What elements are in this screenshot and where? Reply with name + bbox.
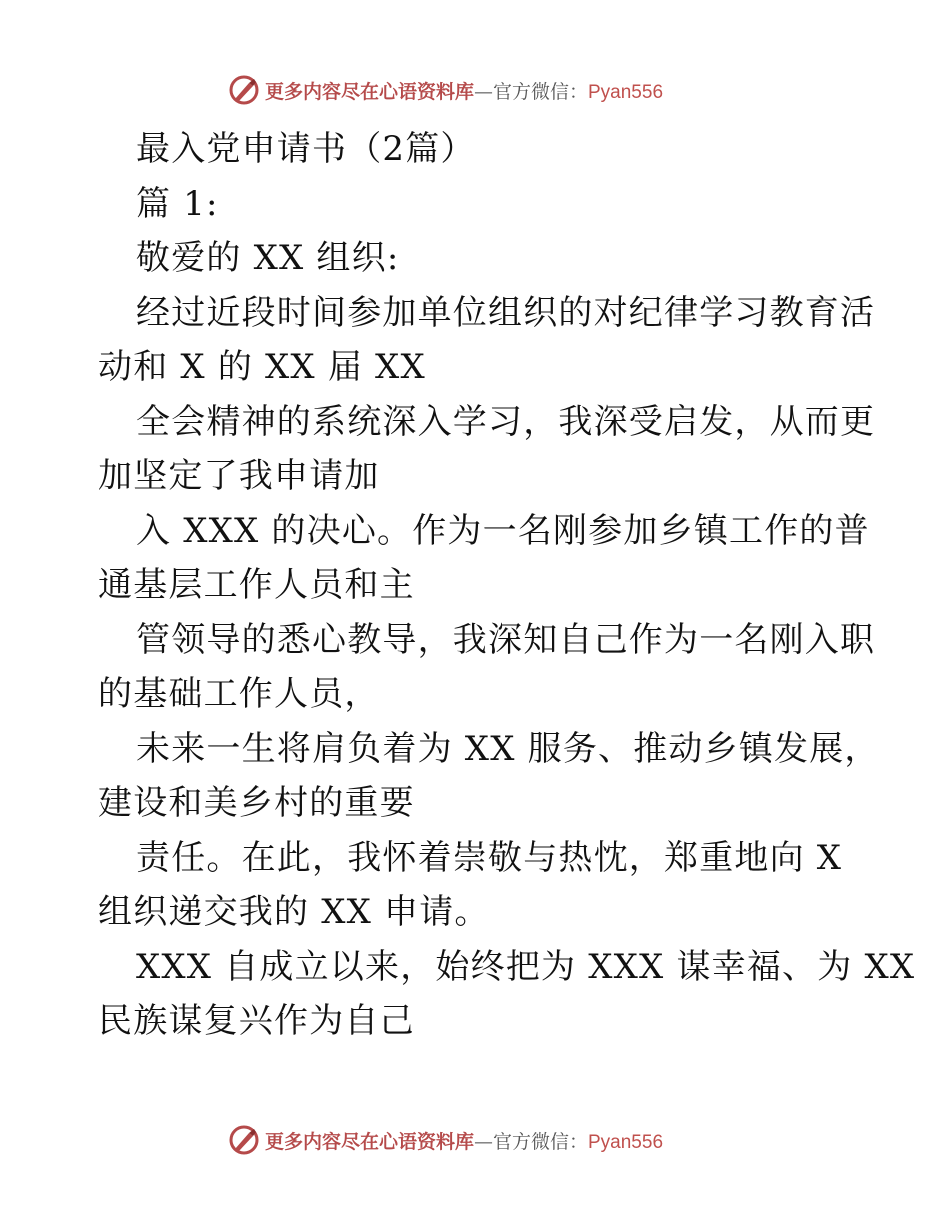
text-line: 责任。在此，我怀着崇敬与热忱，郑重地向 X <box>136 837 843 878</box>
pen-circle-logo-icon <box>227 73 261 107</box>
text-line: 入 XXX 的决心。作为一名刚参加乡镇工作的普 <box>136 510 870 551</box>
text-line: XXX 自成立以来，始终把为 XXX 谋幸福、为 XX <box>136 946 916 987</box>
watermark-separator: — <box>473 80 493 103</box>
text-line: 动和 X 的 XX 届 XX <box>98 347 426 387</box>
watermark-footer <box>0 1120 950 1160</box>
pen-circle-logo-icon <box>227 1123 261 1157</box>
document-title: 最入党申请书（2篇） <box>136 129 476 169</box>
text-line: 通基层工作人员和主 <box>98 565 415 605</box>
watermark-brand: 更多内容尽在心语资料库 <box>264 80 474 103</box>
text-line: 未来一生将肩负着为 XX 服务、推动乡镇发展， <box>136 728 880 769</box>
salutation: 敬爱的 XX 组织: <box>136 238 400 278</box>
watermark-wechat-id: Pyan556 <box>588 1131 664 1153</box>
watermark-header <box>0 70 950 110</box>
text-line: 管领导的悉心教导，我深知自己作为一名刚入职 <box>136 619 876 660</box>
text-line: 民族谋复兴作为自己 <box>98 1001 415 1041</box>
text-line: 全会精神的系统深入学习，我深受启发，从而更 <box>136 401 876 442</box>
watermark-text <box>265 77 663 104</box>
text-line: 加坚定了我申请加 <box>98 456 380 496</box>
watermark-separator: — <box>473 1130 493 1153</box>
watermark-label: 官方微信： <box>492 1130 588 1153</box>
text-line: 组织递交我的 XX 申请。 <box>98 892 490 932</box>
watermark-brand: 更多内容尽在心语资料库 <box>264 1130 474 1153</box>
text-line: 建设和美乡村的重要 <box>98 783 415 823</box>
document-body <box>98 122 916 1049</box>
watermark-label: 官方微信： <box>492 80 588 103</box>
section-heading: 篇 1: <box>136 183 219 224</box>
text-line: 经过近段时间参加单位组织的对纪律学习教育活 <box>136 292 876 333</box>
text-line: 的基础工作人员， <box>98 674 380 714</box>
watermark-text <box>265 1127 663 1154</box>
watermark-wechat-id: Pyan556 <box>588 81 664 103</box>
